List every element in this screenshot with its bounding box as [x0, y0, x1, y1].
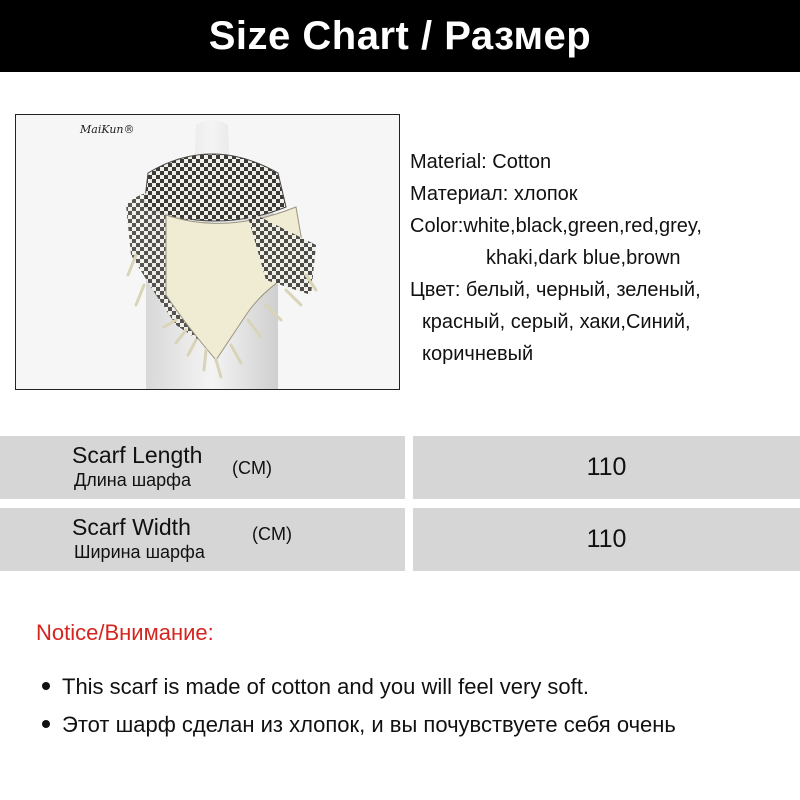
width-value: 110 — [413, 508, 800, 571]
page-title: Size Chart / Размер — [208, 13, 592, 58]
material-en: Material: Cotton — [410, 151, 552, 173]
notice-item — [42, 674, 589, 700]
notice-title: Notice/Внимание: — [36, 620, 214, 645]
color-ru-3: коричневый — [422, 343, 534, 365]
width-label-en: Scarf Width — [72, 514, 191, 540]
length-label-ru: Длина шарфа — [74, 470, 191, 490]
size-row-width — [0, 508, 800, 571]
color-ru-2: красный, серый, хаки,Синий, — [422, 311, 691, 333]
bullet-icon — [42, 720, 50, 728]
size-label-cell — [0, 508, 405, 571]
size-row-length — [0, 436, 800, 499]
product-photo — [15, 114, 400, 390]
color-en-2: khaki,dark blue,brown — [486, 247, 681, 269]
brand-logo: MaiKun® — [80, 123, 135, 136]
width-label-ru: Ширина шарфа — [74, 542, 205, 562]
length-value: 110 — [413, 436, 800, 499]
width-unit: (CM) — [252, 524, 292, 544]
length-label-en: Scarf Length — [72, 442, 203, 468]
bullet-icon — [42, 682, 50, 690]
size-label-cell — [0, 436, 405, 499]
scarf-mannequin-image — [16, 115, 399, 389]
color-ru-1: Цвет: белый, черный, зеленый, — [410, 279, 701, 301]
notice-text: This scarf is made of cotton and you will feel very soft. — [62, 674, 590, 699]
notice-text: Этот шарф сделан из хлопок, и вы почувствуете себя очень — [62, 712, 676, 737]
length-unit: (CM) — [232, 458, 272, 478]
color-en-1: Color:white,black,green,red,grey, — [410, 215, 702, 237]
notice-item — [42, 712, 676, 738]
product-specs — [410, 146, 790, 370]
page-header — [0, 0, 800, 72]
material-ru: Материал: хлопок — [410, 183, 578, 205]
